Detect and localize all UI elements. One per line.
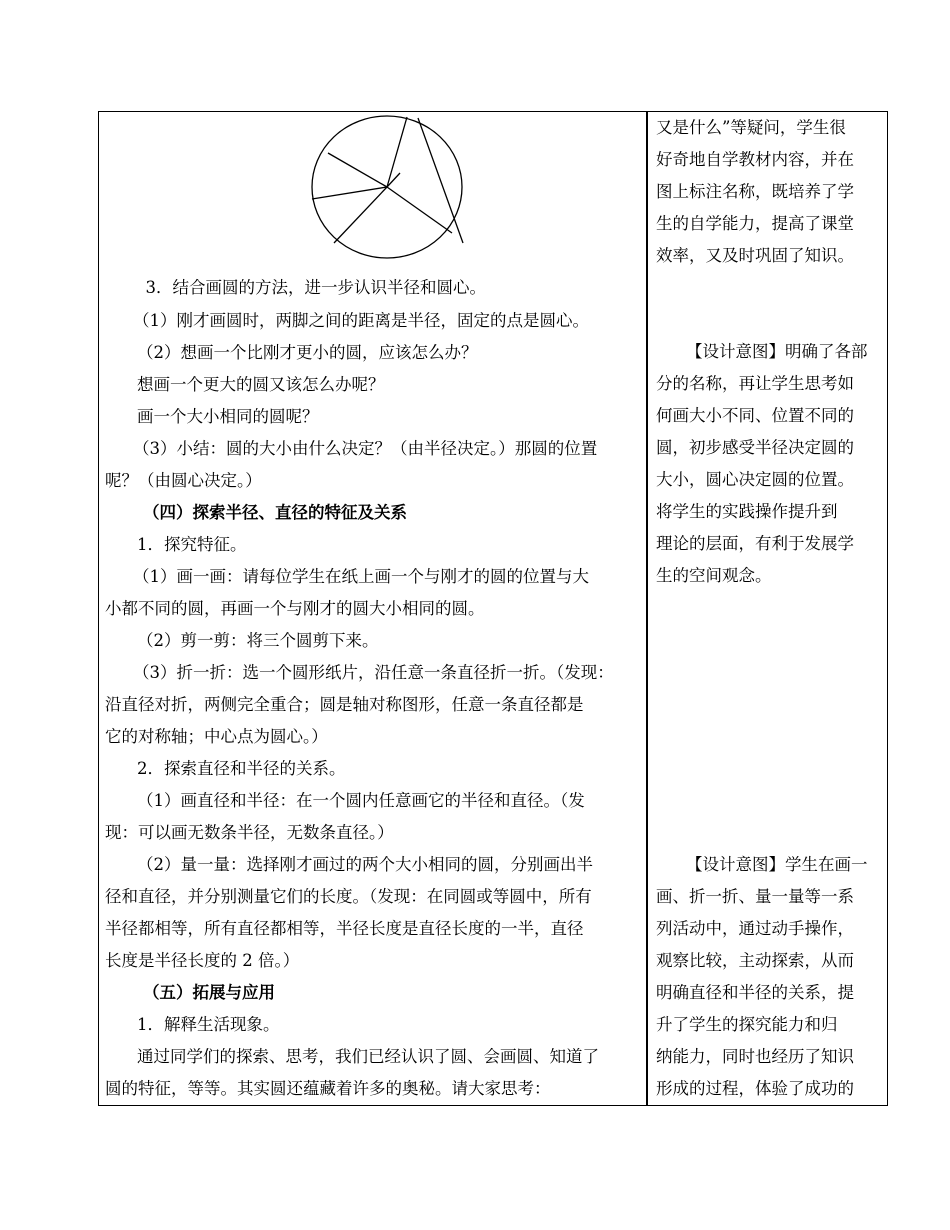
right-line: 观察比较，主动探索，从而 (656, 951, 854, 970)
left-line: 它的对称轴；中心点为圆心。） (105, 727, 328, 746)
left-line: 径和直径，并分别测量它们的长度。（发现：在同圆或等圆中，所有 (105, 887, 592, 906)
right-line: 好奇地自学教材内容，并在 (656, 150, 854, 169)
right-line: 明确直径和半径的关系，提 (656, 983, 854, 1002)
right-line: 形成的过程，体验了成功的 (656, 1079, 854, 1098)
left-line: 画一个大小相同的圆呢？ (137, 407, 319, 426)
left-line: （五）拓展与应用 (143, 983, 275, 1002)
right-line: 效率，又及时巩固了知识。 (656, 246, 854, 265)
right-line: 图上标注名称，既培养了学 (656, 182, 854, 201)
left-line: 呢？（由圆心决定。） (105, 471, 262, 490)
left-line: 1．解释生活现象。 (137, 1015, 280, 1034)
left-line: 长度是半径长度的 2 倍。） (105, 951, 300, 970)
right-line: 大小，圆心决定圆的位置。 (656, 470, 854, 489)
right-line: 理论的层面，有利于发展学 (656, 534, 854, 553)
right-column (656, 0, 884, 1230)
left-line: 现：可以画无数条半径，无数条直径。） (105, 823, 394, 842)
left-line: （3）小结：圆的大小由什么决定？（由半径决定。）那圆的位置 (133, 439, 598, 458)
left-line: 圆的特征，等等。其实圆还蕴藏着许多的奥秘。请大家思考： (105, 1079, 551, 1098)
left-line: （2）量一量：选择刚才画过的两个大小相同的圆，分别画出半 (137, 855, 593, 874)
right-line: 【设计意图】明确了各部 (686, 342, 868, 361)
right-line: 【设计意图】学生在画一 (686, 855, 868, 874)
left-line: 1．探究特征。 (137, 535, 247, 554)
right-line: 列活动中，通过动手操作， (656, 919, 854, 938)
right-line: 圆，初步感受半径决定圆的 (656, 438, 854, 457)
right-line: 纳能力，同时也经历了知识 (656, 1047, 854, 1066)
left-line: （2）想画一个比刚才更小的圆，应该怎么办？ (137, 343, 478, 362)
left-line: （四）探索半径、直径的特征及关系 (143, 503, 407, 522)
right-line: 生的空间观念。 (656, 566, 772, 585)
right-line: 又是什么”等疑问，学生很 (656, 118, 846, 137)
left-line: （3）折一折：选一个圆形纸片，沿任意一条直径折一折。（发现： (133, 663, 614, 682)
left-line: （1）画直径和半径：在一个圆内任意画它的半径和直径。（发 (137, 791, 585, 810)
left-line: 小都不同的圆，再画一个与刚才的圆大小相同的圆。 (105, 599, 485, 618)
right-line: 分的名称，再让学生思考如 (656, 374, 854, 393)
right-line: 生的自学能力，提高了课堂 (656, 214, 854, 233)
left-line: （1）刚才画圆时，两脚之间的距离是半径，固定的点是圆心。 (133, 311, 589, 330)
right-line: 升了学生的探究能力和归 (656, 1015, 838, 1034)
left-line: 通过同学们的探索、思考，我们已经认识了圆、会画圆、知道了 (137, 1047, 599, 1066)
column-divider (646, 112, 648, 1105)
left-line: （1）画一画：请每位学生在纸上画一个与刚才的圆的位置与大 (133, 567, 589, 586)
right-line: 画、折一折、量一量等一系 (656, 887, 854, 906)
left-line: 3．结合画圆的方法，进一步认识半径和圆心。 (129, 278, 486, 297)
left-column (105, 0, 640, 1230)
left-line: 沿直径对折，两侧完全重合；圆是轴对称图形，任意一条直径都是 (105, 695, 584, 714)
right-line: 何画大小不同、位置不同的 (656, 406, 854, 425)
left-line: 2．探索直径和半径的关系。 (137, 759, 346, 778)
left-line: （2）剪一剪：将三个圆剪下来。 (137, 631, 379, 650)
left-line: 半径都相等，所有直径都相等，半径长度是直径长度的一半，直径 (105, 919, 584, 938)
left-line: 想画一个更大的圆又该怎么办呢？ (137, 375, 385, 394)
right-line: 将学生的实践操作提升到 (656, 502, 838, 521)
